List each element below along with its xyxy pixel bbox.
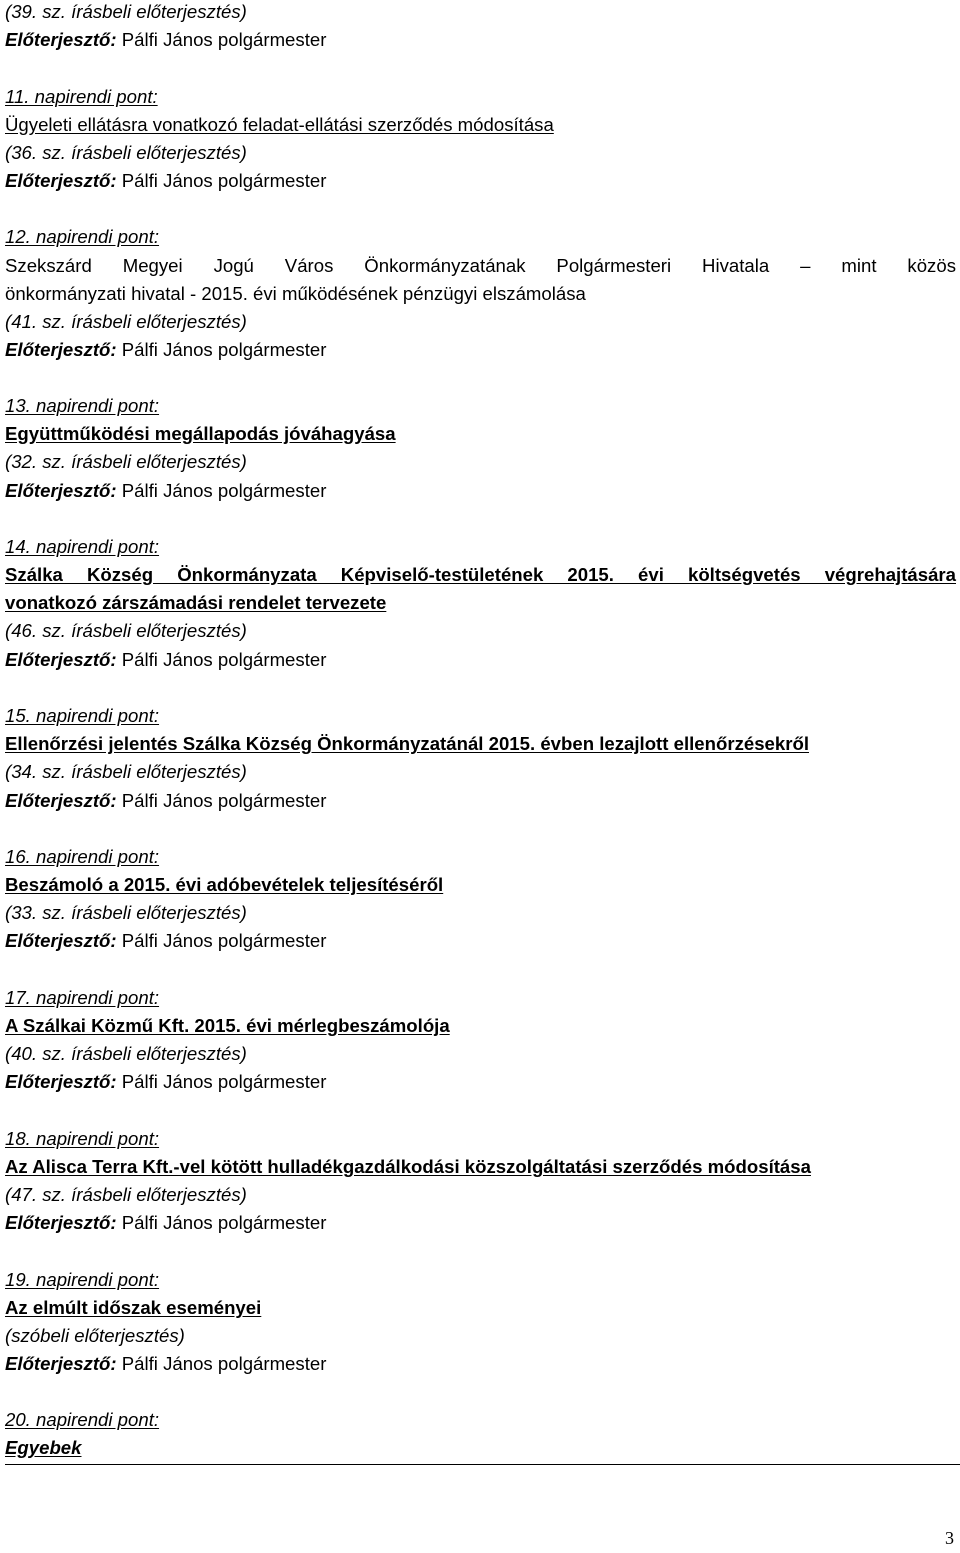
agenda-item-19-note: (szóbeli előterjesztés) <box>5 1325 185 1346</box>
page-number: 3 <box>945 1528 954 1548</box>
presenter-label: Előterjesztő: <box>5 1071 117 1092</box>
agenda-item-17-title: A Szálkai Közmű Kft. 2015. évi mérlegbeszámolója <box>5 1015 450 1036</box>
presenter-name: Pálfi János polgármester <box>121 649 327 670</box>
agenda-item-11-note: (36. sz. írásbeli előterjesztés) <box>5 142 247 163</box>
agenda-item-18-presenter <box>5 1209 326 1237</box>
agenda-item-18-note: (47. sz. írásbeli előterjesztés) <box>5 1184 247 1205</box>
presenter-label: Előterjesztő: <box>5 29 117 50</box>
agenda-item-19-presenter <box>5 1350 326 1378</box>
agenda-item-16-title: Beszámoló a 2015. évi adóbevételek teljesítéséről <box>5 874 444 895</box>
presenter-label: Előterjesztő: <box>5 1212 117 1233</box>
agenda-item-12-note: (41. sz. írásbeli előterjesztés) <box>5 311 247 332</box>
agenda-item-17-presenter <box>5 1068 326 1096</box>
agenda-item-14-title-line-1: Szálka Község Önkormányzata Képviselő-testületének 2015. évi költségvetés végrehajtására <box>5 564 956 585</box>
agenda-item-15-heading: 15. napirendi pont: <box>5 705 160 726</box>
agenda-item-16-heading: 16. napirendi pont: <box>5 846 160 867</box>
agenda-item-16-note: (33. sz. írásbeli előterjesztés) <box>5 902 247 923</box>
intro-presenter <box>5 26 326 54</box>
agenda-item-19-title: Az elmúlt időszak eseményei <box>5 1297 262 1318</box>
agenda-item-14-presenter <box>5 646 326 674</box>
presenter-name: Pálfi János polgármester <box>121 339 327 360</box>
presenter-label: Előterjesztő: <box>5 649 117 670</box>
presenter-label: Előterjesztő: <box>5 930 117 951</box>
agenda-item-11-heading: 11. napirendi pont: <box>5 86 158 107</box>
agenda-item-11-presenter <box>5 167 326 195</box>
agenda-item-15-title: Ellenőrzési jelentés Szálka Község Önkormányzatánál 2015. évben lezajlott ellenőrzésekről <box>5 733 809 754</box>
agenda-item-12-title-line-1: Szekszárd Megyei Jogú Város Önkormányzatának Polgármesteri Hivatala – mint közös <box>5 255 956 276</box>
agenda-item-18-title: Az Alisca Terra Kft.-vel kötött hulladékgazdálkodási közszolgáltatási szerződés módosítása <box>5 1156 811 1177</box>
agenda-item-11-title: Ügyeleti ellátásra vonatkozó feladat-ellátási szerződés módosítása <box>5 114 554 135</box>
agenda-item-14-heading: 14. napirendi pont: <box>5 536 160 557</box>
agenda-item-12-presenter <box>5 336 326 364</box>
presenter-name: Pálfi János polgármester <box>121 1071 327 1092</box>
agenda-item-17-heading: 17. napirendi pont: <box>5 987 160 1008</box>
agenda-item-20-title: Egyebek <box>5 1437 82 1458</box>
agenda-item-15-presenter <box>5 787 326 815</box>
presenter-name: Pálfi János polgármester <box>121 170 327 191</box>
presenter-name: Pálfi János polgármester <box>121 29 327 50</box>
agenda-item-14-note: (46. sz. írásbeli előterjesztés) <box>5 620 247 641</box>
agenda-item-16-presenter <box>5 927 326 955</box>
presenter-name: Pálfi János polgármester <box>121 480 327 501</box>
agenda-item-20-heading: 20. napirendi pont: <box>5 1409 160 1430</box>
agenda-item-14-title-line-2: vonatkozó zárszámadási rendelet tervezete <box>5 592 387 613</box>
presenter-label: Előterjesztő: <box>5 170 117 191</box>
presenter-name: Pálfi János polgármester <box>121 1353 327 1374</box>
agenda-item-12-heading: 12. napirendi pont: <box>5 226 160 247</box>
presenter-label: Előterjesztő: <box>5 1353 117 1374</box>
agenda-item-13-heading: 13. napirendi pont: <box>5 395 160 416</box>
agenda-item-12-title-line-2: önkormányzati hivatal - 2015. évi működésének pénzügyi elszámolása <box>5 283 586 304</box>
agenda-item-15-note: (34. sz. írásbeli előterjesztés) <box>5 761 247 782</box>
agenda-item-13-presenter <box>5 477 326 505</box>
presenter-name: Pálfi János polgármester <box>121 930 327 951</box>
agenda-item-17-note: (40. sz. írásbeli előterjesztés) <box>5 1043 247 1064</box>
agenda-item-13-note: (32. sz. írásbeli előterjesztés) <box>5 451 247 472</box>
presenter-name: Pálfi János polgármester <box>121 790 327 811</box>
presenter-label: Előterjesztő: <box>5 339 117 360</box>
presenter-label: Előterjesztő: <box>5 790 117 811</box>
presenter-name: Pálfi János polgármester <box>121 1212 327 1233</box>
agenda-item-13-title: Együttműködési megállapodás jóváhagyása <box>5 423 396 444</box>
intro-note: (39. sz. írásbeli előterjesztés) <box>5 1 247 22</box>
presenter-label: Előterjesztő: <box>5 480 117 501</box>
footer-divider <box>5 1464 960 1465</box>
agenda-item-18-heading: 18. napirendi pont: <box>5 1128 160 1149</box>
agenda-item-19-heading: 19. napirendi pont: <box>5 1269 160 1290</box>
